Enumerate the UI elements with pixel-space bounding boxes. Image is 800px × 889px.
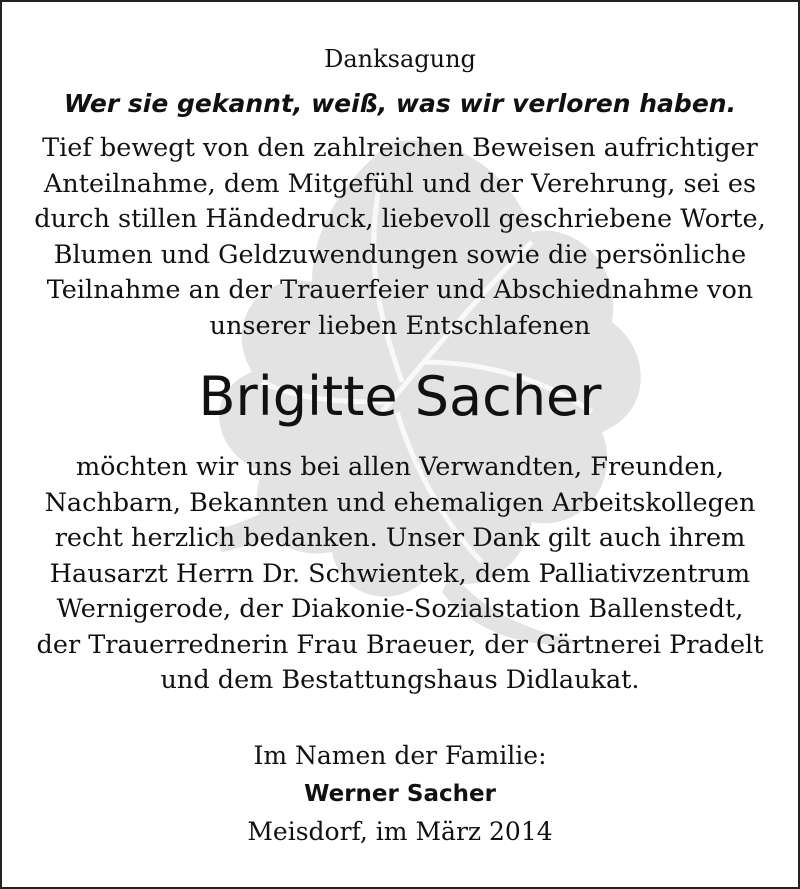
thanks-line: Wernigerode, der Diakonie-Sozialstation Ballenstedt, xyxy=(56,594,744,624)
thanks-line: Hausarzt Herrn Dr. Schwientek, dem Palliativzentrum xyxy=(49,558,751,589)
place-date: Meisdorf, im März 2014 xyxy=(247,817,553,846)
thanks-line: recht herzlich bedanken. Unser Dank gilt auch ihrem xyxy=(54,523,746,553)
motto-quote: Wer sie gekannt, weiß, was wir verloren haben. xyxy=(63,89,737,118)
intro-line: unserer lieben Entschlafenen xyxy=(209,310,591,341)
intro-line: Tief bewegt von den zahlreichen Beweisen aufrichtiger xyxy=(42,133,758,163)
deceased-name: Brigitte Sacher xyxy=(198,365,602,428)
intro-paragraph xyxy=(2,131,798,344)
signoff-block xyxy=(2,737,798,851)
thanks-line: und dem Bestattungshaus Didlaukat. xyxy=(160,665,640,695)
on-behalf-line: Im Namen der Familie: xyxy=(253,741,547,770)
intro-line: durch stillen Händedruck, liebevoll geschriebene Worte, xyxy=(34,204,766,234)
thanks-line: Nachbarn, Bekannten und ehemaligen Arbeitskollegen xyxy=(44,487,756,518)
thanks-paragraph xyxy=(2,450,798,699)
intro-line: Teilnahme an der Trauerfeier und Abschiednahme von xyxy=(46,275,754,305)
notice-heading: Danksagung xyxy=(324,45,476,73)
thanks-line: der Trauerrednerin Frau Braeuer, der Gärtnerei Pradelt xyxy=(36,629,764,660)
signer-name: Werner Sacher xyxy=(304,781,496,807)
intro-line: Blumen und Geldzuwendungen sowie die persönliche xyxy=(53,239,747,270)
thanks-line: möchten wir uns bei allen Verwandten, Freunden, xyxy=(75,452,725,482)
intro-line: Anteilnahme, dem Mitgefühl und der Verehrung, sei es xyxy=(43,168,757,199)
